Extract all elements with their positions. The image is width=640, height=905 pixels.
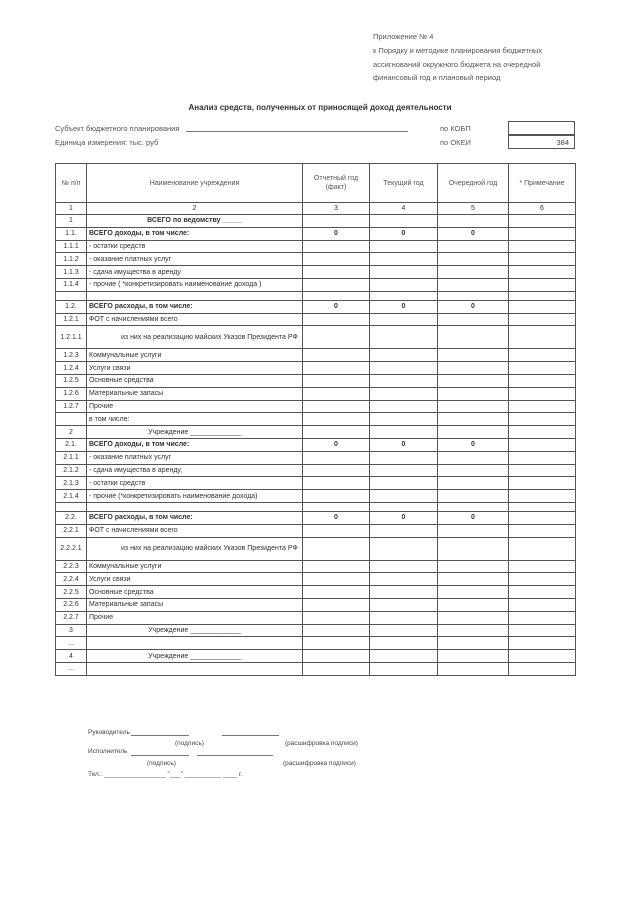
row-name: Коммунальные услуги [87, 349, 303, 362]
table-row [56, 278, 576, 291]
row-note [509, 598, 576, 611]
row-current-year-value [370, 560, 438, 573]
table-row [56, 511, 576, 524]
table-row [56, 598, 576, 611]
row-next-year-value [438, 326, 509, 349]
table-row [56, 611, 576, 624]
row-name [87, 502, 303, 511]
row-next-year-value: 0 [438, 438, 509, 451]
table-row [56, 387, 576, 400]
row-next-year-value [438, 313, 509, 326]
executor-decode-line [197, 755, 273, 756]
row-next-year-value [438, 464, 509, 477]
row-number: 2.1.4 [56, 490, 87, 503]
row-next-year-value [438, 624, 509, 637]
row-name [87, 637, 303, 650]
row-next-year-value [438, 215, 509, 228]
row-next-year-value [438, 291, 509, 300]
row-name: Материальные запасы [87, 387, 303, 400]
row-name: в том числе: [87, 413, 303, 426]
row-number: 1.2.5 [56, 374, 87, 387]
row-note [509, 573, 576, 586]
row-current-year-value [370, 586, 438, 599]
row-name: - сдача имущества в аренду [87, 266, 303, 279]
table-header-row [56, 164, 576, 203]
row-next-year-value [438, 560, 509, 573]
row-current-year-value [370, 637, 438, 650]
row-name: Коммунальные услуги [87, 560, 303, 573]
row-name [87, 662, 303, 675]
row-current-year-value [370, 490, 438, 503]
table-row [56, 524, 576, 537]
row-next-year-value [438, 611, 509, 624]
head-signature-line [131, 735, 189, 736]
row-name: ВСЕГО расходы, в том числе: [87, 511, 303, 524]
row-current-year-value [370, 537, 438, 560]
row-reporting-year-value [303, 253, 370, 266]
table-row [56, 300, 576, 313]
row-note [509, 291, 576, 300]
row-current-year-value [370, 349, 438, 362]
executor-decode-caption: (расшифровка подписи) [283, 760, 356, 767]
row-number: 1.1.2 [56, 253, 87, 266]
row-note [509, 426, 576, 439]
row-note [509, 451, 576, 464]
row-next-year-value [438, 490, 509, 503]
appendix-line: финансовый год и плановый период [373, 73, 501, 83]
row-number: 2.2.6 [56, 598, 87, 611]
unit-label: Единица измерения: тыс. руб [55, 138, 159, 147]
row-number: 2.2.1 [56, 524, 87, 537]
row-next-year-value [438, 662, 509, 675]
analysis-table [55, 163, 576, 676]
row-reporting-year-value [303, 266, 370, 279]
executor-signature-line [131, 755, 189, 756]
row-name: Учреждение _____________ [87, 624, 303, 637]
row-current-year-value: 0 [370, 511, 438, 524]
row-note [509, 387, 576, 400]
column-number: 1 [56, 203, 87, 215]
row-name: из них на реализацию майских Указов Президента РФ [87, 537, 303, 560]
kbp-box [508, 121, 575, 135]
row-reporting-year-value [303, 490, 370, 503]
row-number: 2.2.3 [56, 560, 87, 573]
row-note [509, 662, 576, 675]
row-reporting-year-value [303, 278, 370, 291]
row-current-year-value [370, 650, 438, 663]
row-number: 2.1.2 [56, 464, 87, 477]
row-name: - остатки средств [87, 240, 303, 253]
table-row [56, 451, 576, 464]
row-number: 2.1.1 [56, 451, 87, 464]
column-number: 5 [438, 203, 509, 215]
row-current-year-value [370, 240, 438, 253]
row-reporting-year-value [303, 662, 370, 675]
row-next-year-value [438, 477, 509, 490]
row-reporting-year-value: 0 [303, 227, 370, 240]
subject-line [186, 131, 408, 132]
row-number: 2.1. [56, 438, 87, 451]
row-number: 2.2.5 [56, 586, 87, 599]
row-note [509, 511, 576, 524]
row-number [56, 413, 87, 426]
row-current-year-value: 0 [370, 438, 438, 451]
table-row [56, 374, 576, 387]
row-next-year-value [438, 426, 509, 439]
row-current-year-value [370, 278, 438, 291]
row-note [509, 326, 576, 349]
row-reporting-year-value [303, 464, 370, 477]
document-title: Анализ средств, полученных от приносящей доход деятельности [188, 103, 452, 112]
row-name: Основные средства [87, 586, 303, 599]
row-note [509, 502, 576, 511]
table-row [56, 537, 576, 560]
appendix-line: ассигнований окружного бюджета на очередной [373, 59, 541, 69]
appendix-line: к Порядку и методике планирования бюджетных [373, 45, 543, 55]
header-note: * Примечание [509, 164, 576, 203]
row-note [509, 266, 576, 279]
row-next-year-value [438, 524, 509, 537]
row-current-year-value [370, 400, 438, 413]
row-note [509, 438, 576, 451]
row-number: 1.2. [56, 300, 87, 313]
row-reporting-year-value [303, 362, 370, 375]
header-current-year: Текущий год [370, 164, 438, 203]
table-row [56, 426, 576, 439]
row-reporting-year-value [303, 573, 370, 586]
row-current-year-value [370, 215, 438, 228]
column-number: 3 [303, 203, 370, 215]
table-row [56, 464, 576, 477]
row-name: - оказание платных услуг [87, 253, 303, 266]
row-next-year-value: 0 [438, 511, 509, 524]
row-reporting-year-value [303, 560, 370, 573]
row-note [509, 278, 576, 291]
row-note [509, 537, 576, 560]
row-note [509, 586, 576, 599]
row-reporting-year-value [303, 313, 370, 326]
phone-date-line: Тел.: _________________ "___" __________ ____ г. [88, 771, 243, 778]
row-note [509, 362, 576, 375]
row-note [509, 477, 576, 490]
row-number: 3 [56, 624, 87, 637]
row-number: 4 [56, 650, 87, 663]
row-current-year-value [370, 326, 438, 349]
row-current-year-value [370, 413, 438, 426]
column-numbers-row [56, 203, 576, 215]
row-note [509, 611, 576, 624]
row-name: ВСЕГО доходы, в том числе: [87, 227, 303, 240]
row-next-year-value [438, 374, 509, 387]
row-name: ВСЕГО расходы, в том числе: [87, 300, 303, 313]
row-number: ... [56, 637, 87, 650]
row-reporting-year-value [303, 586, 370, 599]
table-row [56, 253, 576, 266]
table-row [56, 586, 576, 599]
row-current-year-value [370, 524, 438, 537]
appendix-note [373, 30, 542, 85]
row-current-year-value [370, 387, 438, 400]
table-row [56, 362, 576, 375]
row-name: ВСЕГО по ведомству _____ [87, 215, 303, 228]
table-row [56, 573, 576, 586]
row-number: 2 [56, 426, 87, 439]
row-next-year-value [438, 650, 509, 663]
row-reporting-year-value [303, 451, 370, 464]
row-note [509, 349, 576, 362]
table-row [56, 227, 576, 240]
row-note [509, 624, 576, 637]
header-reporting-year: Отчетный год (факт) [303, 164, 370, 203]
row-next-year-value [438, 253, 509, 266]
table-row [56, 650, 576, 663]
column-number: 4 [370, 203, 438, 215]
row-number: 2.2.7 [56, 611, 87, 624]
head-label: Руководитель [88, 729, 130, 736]
row-next-year-value [438, 502, 509, 511]
kbp-label: по КОБП [440, 124, 471, 133]
row-next-year-value [438, 400, 509, 413]
row-reporting-year-value [303, 215, 370, 228]
row-next-year-value [438, 349, 509, 362]
row-next-year-value [438, 537, 509, 560]
row-reporting-year-value [303, 477, 370, 490]
row-name: Материальные запасы [87, 598, 303, 611]
row-note [509, 400, 576, 413]
okei-label: по ОКЕИ [440, 138, 471, 147]
row-current-year-value [370, 374, 438, 387]
table-row [56, 240, 576, 253]
row-reporting-year-value [303, 400, 370, 413]
row-number [56, 291, 87, 300]
row-next-year-value [438, 413, 509, 426]
row-note [509, 637, 576, 650]
table-row [56, 400, 576, 413]
row-name: Учреждение _____________ [87, 650, 303, 663]
table-row [56, 438, 576, 451]
row-current-year-value [370, 362, 438, 375]
row-reporting-year-value [303, 611, 370, 624]
header-next-year: Очередной год [438, 164, 509, 203]
row-note [509, 313, 576, 326]
row-note [509, 560, 576, 573]
row-reporting-year-value [303, 524, 370, 537]
column-number: 2 [87, 203, 303, 215]
table-row [56, 291, 576, 300]
row-next-year-value [438, 637, 509, 650]
appendix-line: Приложение № 4 [373, 32, 434, 41]
row-name: ВСЕГО доходы, в том числе: [87, 438, 303, 451]
row-name: - оказание платных услуг [87, 451, 303, 464]
table-row [56, 215, 576, 228]
row-current-year-value [370, 624, 438, 637]
row-name: Услуги связи [87, 573, 303, 586]
row-reporting-year-value [303, 240, 370, 253]
row-reporting-year-value [303, 387, 370, 400]
head-signature-caption: (подпись) [175, 740, 204, 747]
row-current-year-value [370, 266, 438, 279]
row-number: 1.2.3 [56, 349, 87, 362]
row-reporting-year-value [303, 598, 370, 611]
row-next-year-value [438, 266, 509, 279]
row-number: ... [56, 662, 87, 675]
row-next-year-value [438, 362, 509, 375]
table-row [56, 502, 576, 511]
row-note [509, 374, 576, 387]
row-current-year-value: 0 [370, 300, 438, 313]
row-current-year-value [370, 464, 438, 477]
row-note [509, 300, 576, 313]
row-next-year-value [438, 240, 509, 253]
table-row [56, 637, 576, 650]
table-row [56, 662, 576, 675]
row-current-year-value [370, 426, 438, 439]
row-next-year-value [438, 278, 509, 291]
row-current-year-value: 0 [370, 227, 438, 240]
row-next-year-value [438, 586, 509, 599]
row-number: 1.2.1 [56, 313, 87, 326]
row-reporting-year-value [303, 426, 370, 439]
row-name: Учреждение _____________ [87, 426, 303, 439]
header-number: № п/п [56, 164, 87, 203]
column-number: 6 [509, 203, 576, 215]
row-current-year-value [370, 291, 438, 300]
row-note [509, 240, 576, 253]
row-reporting-year-value [303, 650, 370, 663]
row-number: 1.1.4 [56, 278, 87, 291]
row-reporting-year-value: 0 [303, 300, 370, 313]
subject-label: Субъект бюджетного планирования [55, 124, 180, 133]
table-row [56, 349, 576, 362]
row-reporting-year-value [303, 349, 370, 362]
row-number: 1.2.6 [56, 387, 87, 400]
row-number: 1.1.1 [56, 240, 87, 253]
row-reporting-year-value [303, 537, 370, 560]
row-number: 1.2.1.1 [56, 326, 87, 349]
row-reporting-year-value [303, 326, 370, 349]
row-number: 1.2.7 [56, 400, 87, 413]
row-number: 2.2. [56, 511, 87, 524]
row-reporting-year-value [303, 374, 370, 387]
row-note [509, 524, 576, 537]
row-reporting-year-value [303, 502, 370, 511]
row-number: 1.1. [56, 227, 87, 240]
row-current-year-value [370, 502, 438, 511]
row-name: ФОТ с начислениями всего [87, 524, 303, 537]
row-note [509, 464, 576, 477]
row-note [509, 413, 576, 426]
row-reporting-year-value [303, 637, 370, 650]
row-note [509, 490, 576, 503]
row-current-year-value [370, 451, 438, 464]
row-next-year-value [438, 573, 509, 586]
executor-label: Исполнитель [88, 748, 128, 755]
row-current-year-value [370, 662, 438, 675]
row-reporting-year-value [303, 413, 370, 426]
table-row [56, 477, 576, 490]
row-reporting-year-value: 0 [303, 511, 370, 524]
row-note [509, 215, 576, 228]
row-current-year-value [370, 313, 438, 326]
row-name: Прочие [87, 611, 303, 624]
head-decode-caption: (расшифровка подписи) [285, 740, 358, 747]
row-number: 2.1.3 [56, 477, 87, 490]
table-row [56, 413, 576, 426]
row-note [509, 650, 576, 663]
table-row [56, 624, 576, 637]
table-row [56, 560, 576, 573]
table-row [56, 313, 576, 326]
row-current-year-value [370, 611, 438, 624]
row-name: Основные средства [87, 374, 303, 387]
row-name: ФОТ с начислениями всего [87, 313, 303, 326]
okei-box: 384 [508, 135, 575, 149]
row-reporting-year-value [303, 291, 370, 300]
row-name: - прочие (*конкретизировать наименование дохода) [87, 490, 303, 503]
table-row [56, 326, 576, 349]
row-current-year-value [370, 477, 438, 490]
header-name: Наименование учреждения [87, 164, 303, 203]
row-name: из них на реализацию майских Указов Президента РФ [87, 326, 303, 349]
row-next-year-value: 0 [438, 300, 509, 313]
row-next-year-value [438, 598, 509, 611]
row-number: 1.2.4 [56, 362, 87, 375]
table-row [56, 266, 576, 279]
row-name: Услуги связи [87, 362, 303, 375]
row-number: 2.2.2.1 [56, 537, 87, 560]
row-name: - прочие ( *конкретизировать наименование дохода ) [87, 278, 303, 291]
row-reporting-year-value: 0 [303, 438, 370, 451]
row-current-year-value [370, 598, 438, 611]
row-number: 1.1.3 [56, 266, 87, 279]
row-number: 1 [56, 215, 87, 228]
row-next-year-value: 0 [438, 227, 509, 240]
row-name [87, 291, 303, 300]
row-number [56, 502, 87, 511]
row-number: 2.2.4 [56, 573, 87, 586]
row-note [509, 227, 576, 240]
executor-signature-caption: (подпись) [147, 760, 176, 767]
row-note [509, 253, 576, 266]
row-name: Прочие [87, 400, 303, 413]
row-current-year-value [370, 573, 438, 586]
row-next-year-value [438, 451, 509, 464]
row-current-year-value [370, 253, 438, 266]
row-reporting-year-value [303, 624, 370, 637]
row-name: - остатки средств [87, 477, 303, 490]
row-next-year-value [438, 387, 509, 400]
row-name: - сдача имущества в аренду, [87, 464, 303, 477]
table-row [56, 490, 576, 503]
head-decode-line [222, 735, 279, 736]
